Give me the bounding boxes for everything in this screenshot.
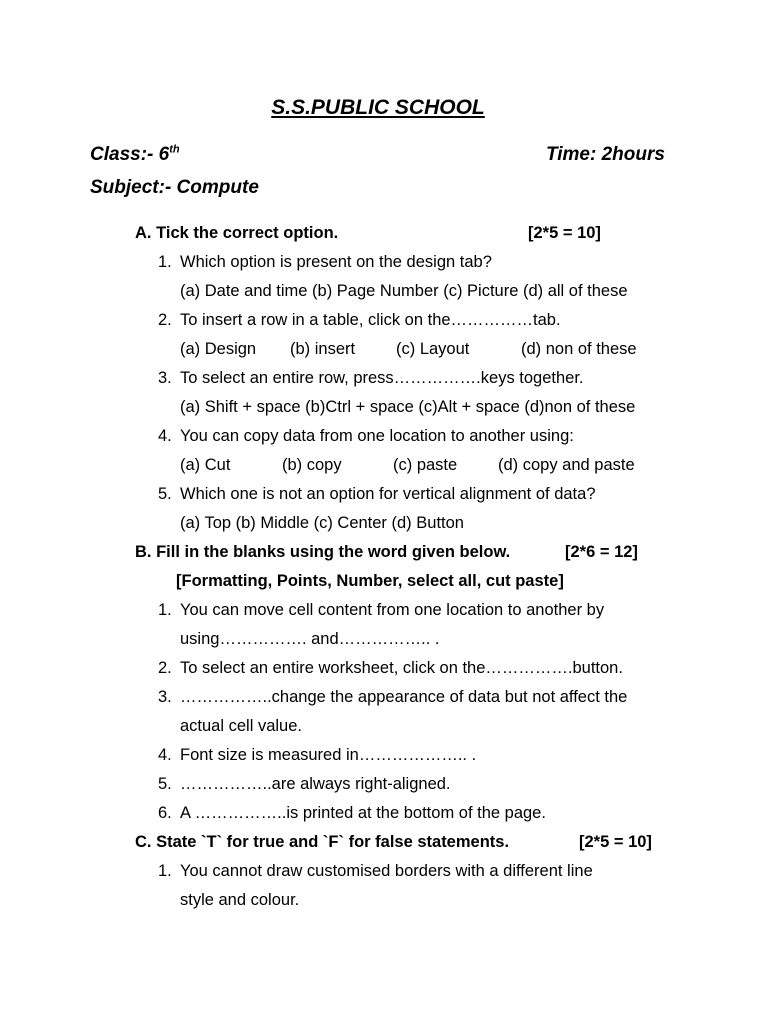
section-c-marks: [2*5 = 10] xyxy=(579,833,652,851)
class-label: Class:- 6th xyxy=(90,143,180,165)
question-c1: 1. You cannot draw customised borders with a different line xyxy=(158,862,593,880)
options-a3: (a) Shift + space (b)Ctrl + space (c)Alt + space (d)non of these xyxy=(180,398,636,416)
question-b4: 4. Font size is measured in……………….. . xyxy=(158,746,477,764)
section-b-heading: B. Fill in the blanks using the word given below. xyxy=(135,543,511,561)
question-b5: 5. ……………..are always right-aligned. xyxy=(158,775,451,793)
question-b3-cont: actual cell value. xyxy=(180,717,302,735)
question-a4: 4. You can copy data from one location to another using: xyxy=(158,427,574,445)
question-a2: 2. To insert a row in a table, click on the……………tab. xyxy=(158,311,561,329)
section-a-heading: A. Tick the correct option. xyxy=(135,224,339,242)
question-a1: 1. Which option is present on the design tab? xyxy=(158,253,492,271)
question-b3: 3. ……………..change the appearance of data but not affect the xyxy=(158,688,628,706)
question-b6: 6. A ……………..is printed at the bottom of the page. xyxy=(158,804,546,822)
question-b1: 1. You can move cell content from one location to another by xyxy=(158,601,605,619)
question-a3: 3. To select an entire row, press…………….keys together. xyxy=(158,369,584,387)
question-b1-cont: using……………. and…………….. . xyxy=(180,630,440,648)
school-title: S.S.PUBLIC SCHOOL xyxy=(271,96,485,119)
section-a-marks: [2*5 = 10] xyxy=(528,224,601,242)
options-a1: (a) Date and time (b) Page Number (c) Picture (d) all of these xyxy=(180,282,628,300)
options-a2: (a) Design (b) insert (c) Layout (d) non of these xyxy=(180,340,637,358)
question-c1-cont: style and colour. xyxy=(180,891,300,909)
subject-label: Subject:- Compute xyxy=(90,177,259,198)
time-label: Time: 2hours xyxy=(546,144,665,165)
section-c-heading: C. State `T` for true and `F` for false statements. xyxy=(135,833,510,851)
section-b-marks: [2*6 = 12] xyxy=(565,543,638,561)
question-b2: 2. To select an entire worksheet, click on the…………….button. xyxy=(158,659,623,677)
class-superscript: th xyxy=(169,143,180,156)
options-a4: (a) Cut (b) copy (c) paste (d) copy and paste xyxy=(180,456,635,474)
section-b-word-bank: [Formatting, Points, Number, select all, cut paste] xyxy=(176,572,564,590)
options-a5: (a) Top (b) Middle (c) Center (d) Button xyxy=(180,514,464,532)
question-a5: 5. Which one is not an option for vertical alignment of data? xyxy=(158,485,596,503)
